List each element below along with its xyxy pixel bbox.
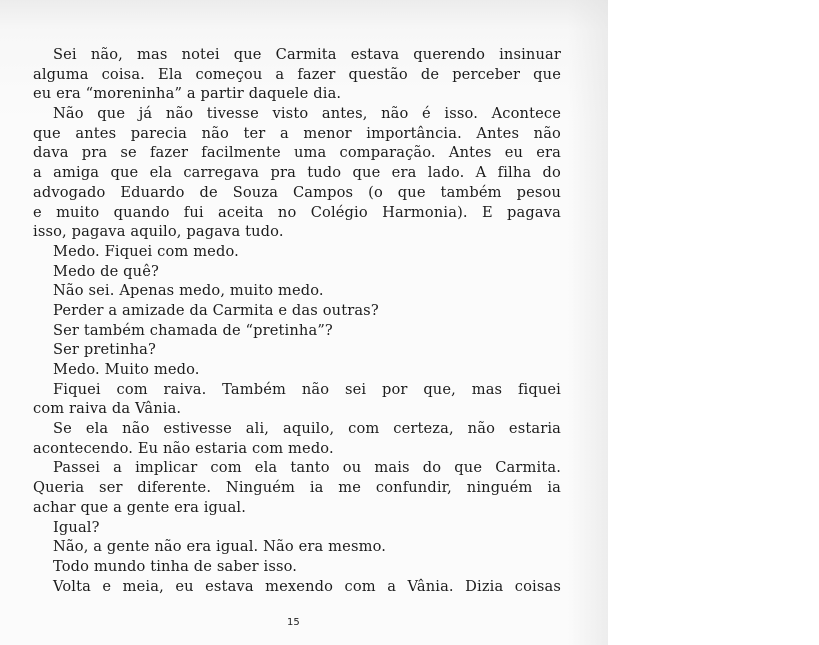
text-line: Medo. Muito medo. (53, 361, 200, 378)
text-line: Passei a implicar com ela tanto ou mais do que Carmita. (53, 459, 561, 477)
text-line: Se ela não estivesse ali, aquilo, com certeza, não estaria (53, 420, 561, 438)
text-line: isso, pagava aquilo, pagava tudo. (33, 223, 284, 241)
text-line: a amiga que ela carregava pra tudo que era lado. A filha do (33, 164, 561, 182)
text-line: Todo mundo tinha de saber isso. (53, 557, 298, 575)
text-line: alguma coisa. Ela começou a fazer questão de perceber que (33, 65, 561, 83)
text-line: acontecendo. Eu não estaria com medo. (33, 439, 334, 457)
text-line: Queria ser diferente. Ninguém ia me confundir, ninguém ia (33, 479, 561, 497)
page-number: 15 (287, 617, 300, 628)
text-line: dava pra se fazer facilmente uma comparação. Antes eu era (33, 144, 561, 162)
text-line: Volta e meia, eu estava mexendo com a Vânia. Dizia coisas (53, 577, 561, 595)
text-line: Não, a gente não era igual. Não era mesmo. (53, 538, 387, 556)
text-line: Ser também chamada de “pretinha”? (53, 321, 333, 339)
text-line: que antes parecia não ter a menor importância. Antes não (33, 124, 561, 142)
body-text (33, 45, 561, 596)
text-line: Medo. Fiquei com medo. (53, 242, 239, 260)
text-line: Não sei. Apenas medo, muito medo. (53, 282, 324, 300)
text-line: advogado Eduardo de Souza Campos (o que também pesou (33, 183, 561, 201)
text-line: Perder a amizade da Carmita e das outras? (53, 301, 379, 319)
text-line: Medo de quê? (53, 262, 159, 280)
text-line: Não que já não tivesse visto antes, não é isso. Acontece (53, 105, 561, 123)
text-line: Ser pretinha? (53, 341, 157, 359)
text-line: achar que a gente era igual. (33, 498, 247, 516)
text-line: eu era “moreninha” a partir daquele dia. (33, 85, 342, 103)
text-line: e muito quando fui aceita no Colégio Harmonia). E pagava (33, 203, 561, 221)
text-line: Igual? (53, 518, 100, 536)
text-line: com raiva da Vânia. (33, 400, 182, 418)
text-line: Fiquei com raiva. Também não sei por que, mas fiquei (53, 380, 561, 398)
text-line: Sei não, mas notei que Carmita estava querendo insinuar (53, 46, 561, 63)
